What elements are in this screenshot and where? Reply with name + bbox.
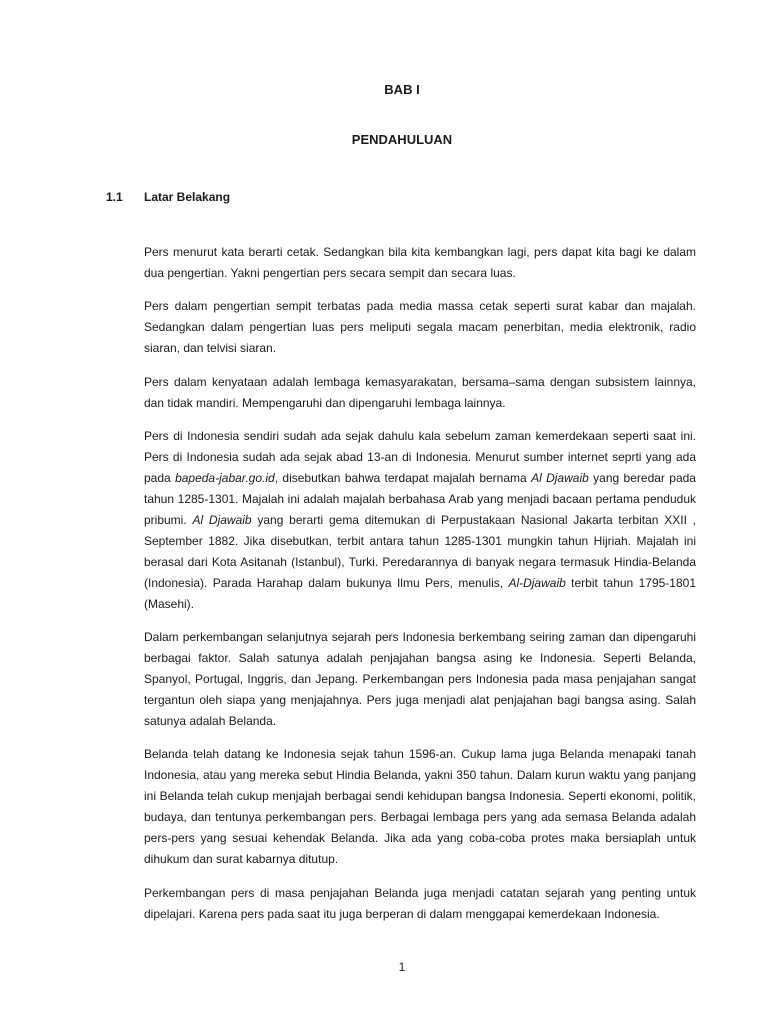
chapter-title: PENDAHULUAN [351, 132, 453, 147]
magazine-name: Al Djawaib [192, 513, 252, 527]
paragraph-5: Dalam perkembangan selanjutnya sejarah pers Indonesia berkembang seiring zaman dan dipengaruhi berbagai faktor. Salah satunya adalah penjajahan bangsa asing ke Indonesia. Seperti Belanda, Spanyol, Portugal, Inggris, dan Jepang. Perkembangan pers Indonesia pada masa penjajahan sangat tergantun oleh siapa yang menjajahnya. Pers juga menjadi alat penjajahan bagi bangsa asing. Salah satunya adalah Belanda. [144, 630, 696, 728]
paragraph-4-segment: , disebutkan bahwa terdapat majalah bernama [274, 471, 532, 485]
paragraph-4-segment: Pers di Indonesia sendiri sudah ada sejak dahulu kala sebelum zaman kemerdekaan seperti saat ini. Pers di Indonesia sudah ada sejak abad 13-an di Indonesia. Menurut sumber internet seprti yang ada pada [144, 429, 696, 485]
paragraph-4-segment: yang berarti gema ditemukan di Perpustakaan Nasional Jakarta terbitan XXII , September 1882. Jika disebutkan, terbit antara tahun 1285-1301 mungkin tahun Hijriah. Majalah ini berasal dari Kota Asitanah (Istanbul), Turki. Peredarannya di banyak negara termasuk Hindia-Belanda (Indonesia). Parada Harahap dalam bukunya Ilmu Pers, menulis, [144, 513, 697, 590]
page-number: 1 [398, 960, 406, 974]
chapter-label: BAB I [384, 82, 420, 97]
paragraph-3: Pers dalam kenyataan adalah lembaga kemasyarakatan, bersama–sama dengan subsistem lainnya, dan tidak mandiri. Mempengaruhi dan dipengaruhi lembaga lainnya. [144, 375, 696, 410]
paragraph-1: Pers menurut kata berarti cetak. Sedangkan bila kita kembangkan lagi, pers dapat kita bagi ke dalam dua pengertian. Yakni pengertian pers secara sempit dan secara luas. [144, 245, 696, 280]
section-heading [106, 190, 230, 204]
section-title: Latar Belakang [144, 190, 231, 204]
paragraph-4-segment: yang beredar pada tahun 1285-1301. Majalah ini adalah majalah berbahasa Arab yang menjadi bacaan pertama penduduk pribumi. [144, 471, 696, 527]
paragraph-2: Pers dalam pengertian sempit terbatas pada media massa cetak seperti surat kabar dan majalah. Sedangkan dalam pengertian luas pers meliputi segala macam penerbitan, media elektronik, radio siaran, dan telvisi siaran. [144, 299, 696, 355]
body-text [144, 242, 696, 937]
magazine-name: Al-Djawaib [508, 576, 566, 590]
paragraph-6: Belanda telah datang ke Indonesia sejak tahun 1596-an. Cukup lama juga Belanda menapaki tanah Indonesia, atau yang mereka sebut Hindia Belanda, yakni 350 tahun. Dalam kurun waktu yang panjang ini Belanda telah cukup menjajah berbagai sendi kehidupan bangsa Indonesia. Seperti ekonomi, politik, budaya, dan tentunya perkembangan pers. Berbagai lembaga pers yang ada semasa Belanda adalah pers-pers yang sesuai kehendak Belanda. Jika ada yang coba-coba protes maka bersiaplah untuk dihukum dan surat kabarnya ditutup. [144, 747, 696, 866]
website-reference: bapeda-jabar.go.id [175, 471, 275, 485]
section-number: 1.1 [106, 190, 123, 204]
paragraph-4 [144, 426, 696, 615]
magazine-name: Al Djawaib [531, 471, 589, 485]
paragraph-4-segment: terbit tahun 1795-1801 (Masehi). [144, 576, 696, 611]
paragraph-7: Perkembangan pers di masa penjajahan Belanda juga menjadi catatan sejarah yang penting untuk dipelajari. Karena pers pada saat itu juga berperan di dalam menggapai kemerdekaan Indonesia. [144, 886, 696, 921]
